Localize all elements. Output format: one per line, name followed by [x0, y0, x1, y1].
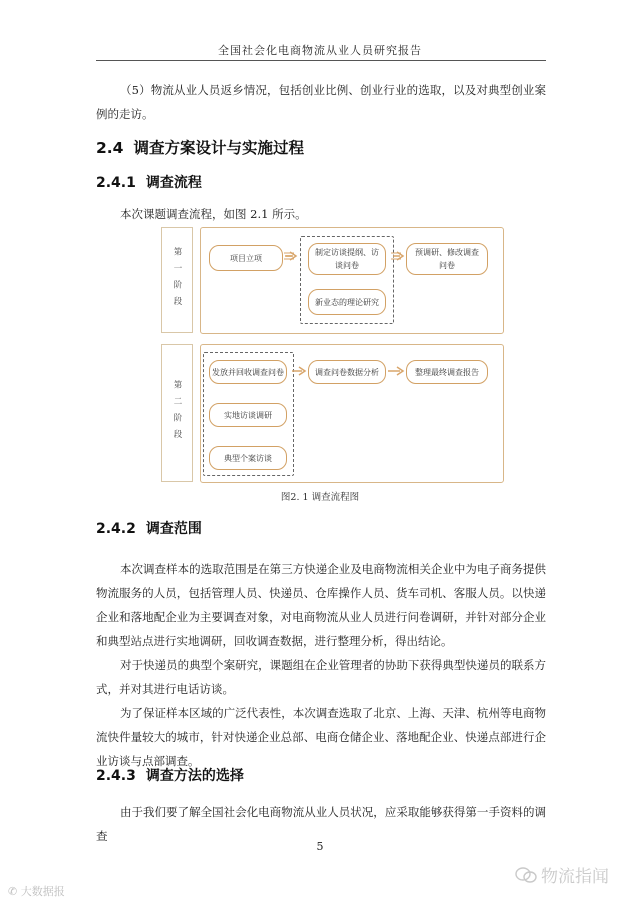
node-project-initiation: 项目立项 [209, 245, 283, 271]
node-typical-case-interview: 典型个案访谈 [209, 446, 287, 470]
node-distribute-questionnaire: 发放并回收调查问卷 [209, 360, 287, 384]
watermark-left [8, 883, 65, 899]
stage-1-label: 第一阶段 [172, 247, 182, 313]
arrow-3 [292, 367, 305, 375]
scope-paragraph-3: 为了保证样本区域的广泛代表性，本次调查选取了北京、上海、天津、杭州等电商物流快件量较大的城市，针对快递企业总部、电商仓储企业、落地配企业、快递点部进行企业访谈与点部调查。 [96, 706, 546, 768]
scope-paragraph-2: 对于快递员的典型个案研究，课题组在企业管理者的协助下获得典型快递员的联系方式，并对其进行电话访谈。 [96, 658, 546, 696]
scope-paragraph-1: 本次调查样本的选取范围是在第三方快递企业及电商物流相关企业中为电子商务提供物流服务的人员，包括管理人员、快递员、仓库操作人员、货车司机、客服人员。以快递企业和落地配企业为主要调查对象，对电商物流从业人员进行问卷调研，并针对部分企业和典型站点进行实地调研，回收调查数据，进行整理分析，得出结论。 [96, 562, 546, 648]
weibo-icon: ✆ [8, 885, 18, 898]
section-2-4-3-heading [96, 765, 244, 785]
section-title: 调查流程 [145, 175, 202, 191]
section-title: 调查范围 [145, 521, 202, 537]
node-final-report: 整理最终调查报告 [406, 360, 488, 384]
figure-caption: 图2. 1 调查流程图 [280, 492, 360, 503]
section-number: 2.4.1 [96, 175, 136, 191]
section-number: 2.4.2 [96, 521, 136, 537]
arrow-4 [388, 367, 403, 375]
watermark-right [515, 862, 609, 887]
watermark-right-text: 物流指闻 [541, 867, 609, 887]
wechat-icon [515, 866, 537, 884]
stage-2-label: 第二阶段 [172, 380, 182, 446]
section-title: 调查方案设计与实施过程 [133, 139, 304, 157]
section-title: 调查方法的选择 [145, 768, 244, 784]
node-interview-outline: 制定访谈提纲、访谈问卷 [308, 243, 386, 275]
node-data-analysis: 调查问卷数据分析 [308, 360, 386, 384]
node-onsite-survey: 实地访谈调研 [209, 403, 287, 427]
figure-intro-text: 本次课题调查流程，如图 2.1 所示。 [120, 207, 307, 221]
section-number: 2.4.3 [96, 768, 136, 784]
running-header: 全国社会化电商物流从业人员研究报告 [218, 44, 422, 57]
page-number: 5 [316, 840, 324, 853]
section-number: 2.4 [96, 139, 124, 157]
section-2-4-2-heading [96, 518, 202, 538]
node-theory-research: 新业态的理论研究 [308, 289, 386, 315]
watermark-left-text: 大数据报 [20, 885, 65, 898]
node-pre-survey: 预调研、修改调查问卷 [406, 243, 488, 275]
item-5-paragraph: （5）物流从业人员返乡情况，包括创业比例、创业行业的选取，以及对典型创业案例的走访。 [96, 83, 546, 121]
method-paragraph: 由于我们要了解全国社会化电商物流从业人员状况，应采取能够获得第一手资料的调查 [96, 805, 546, 843]
